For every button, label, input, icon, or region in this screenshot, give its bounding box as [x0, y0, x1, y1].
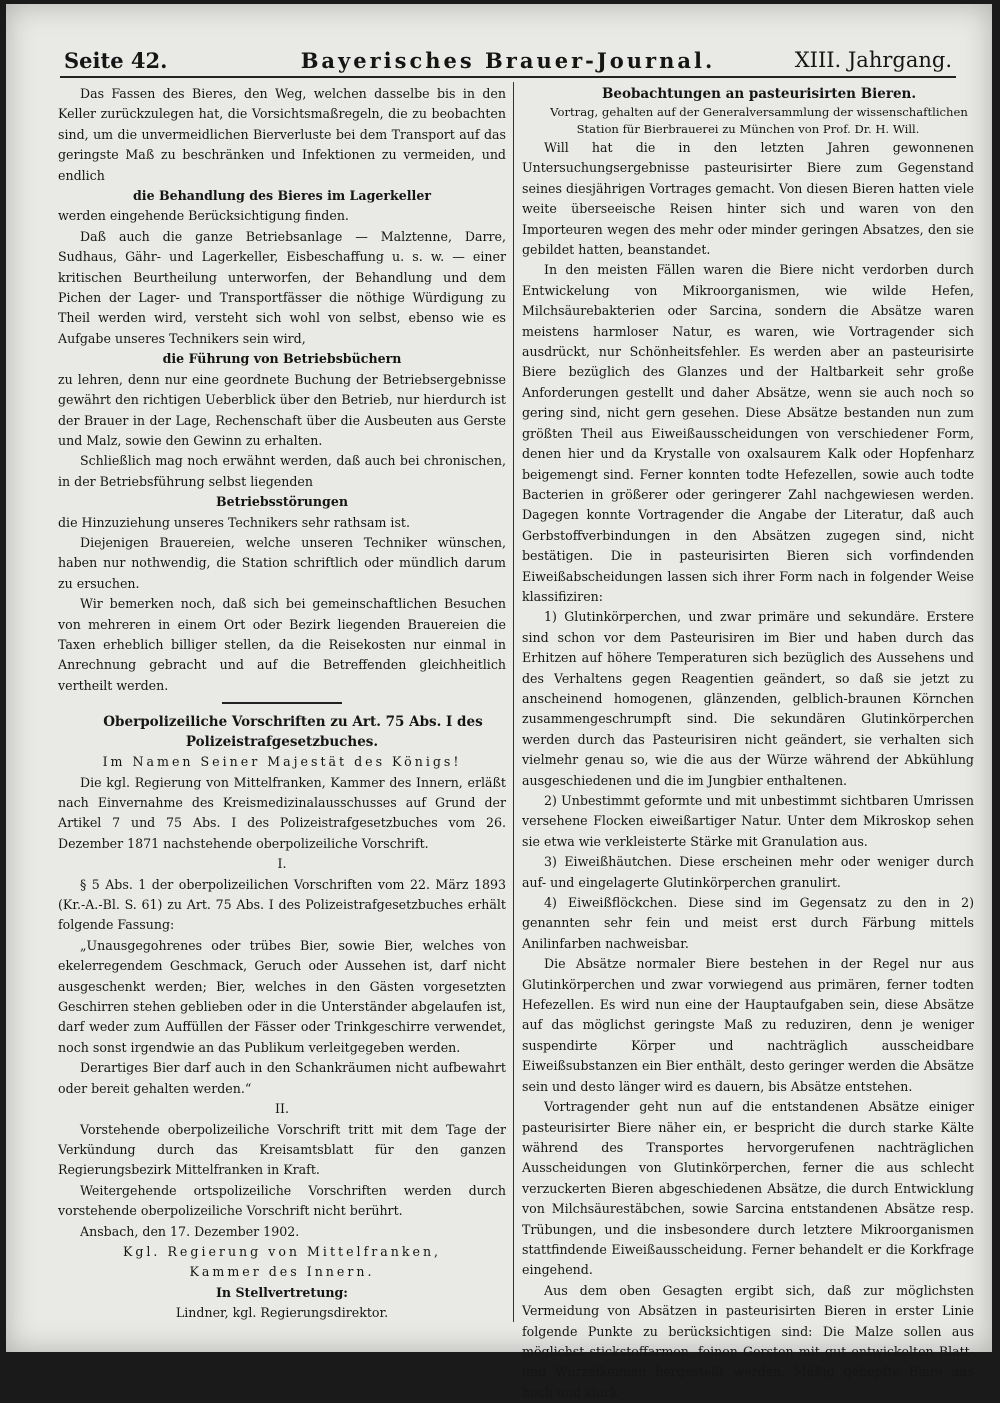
- right-column: [522, 84, 974, 1400]
- paragraph: werden eingehende Berücksichtigung finden.: [58, 208, 349, 224]
- section-numeral: I.: [277, 856, 287, 872]
- section-numeral: II.: [275, 1101, 289, 1117]
- article-heading-vorschriften: Oberpolizeiliche Vorschriften zu Art. 75 Abs. I des Polizeistrafgesetzbuches.: [103, 714, 483, 751]
- subheading-lagerkeller: die Behandlung des Bieres im Lagerkeller: [133, 188, 431, 204]
- paragraph: Diejenigen Brauereien, welche unseren Techniker wünschen, haben nur nothwendig, die Station schriftlich oder mündlich darum zu ersuchen.: [58, 534, 506, 591]
- left-column: [58, 84, 506, 1321]
- paragraph: 4) Eiweißflöckchen. Diese sind im Gegensatz zu den in 2) genannten sehr fein und meist erst durch Färbung mittels Anilinfarben nachweisbar.: [522, 895, 974, 951]
- column-divider: [513, 82, 514, 1322]
- paragraph: zu lehren, denn nur eine geordnete Buchung der Betriebsergebnisse gewährt den richtigen Ueberblick über den Betrieb, nur hierdurch ist der Brauer in der Lage, Rechenschaft über die Ausbeuten aus Gerste und Malz, sowie den Gewinn zu erhalten.: [58, 371, 506, 448]
- subheading-betriebsstoerungen: Betriebsstörungen: [215, 494, 349, 510]
- paragraph: 3) Eiweißhäutchen. Diese erscheinen mehr oder weniger durch auf- und eingelagerte Glutinkörperchen granulirt.: [522, 854, 974, 890]
- paragraph: Will hat die in den letzten Jahren gewonnenen Untersuchungsergebnisse pasteurisirter Biere zum Gegenstand seines diesjährigen Vortrages gemacht. Von diesen Bieren hatten viele weite überseeische Reisen hinter sich und waren von den Importeuren wegen des mehr oder minder geringen Absatzes, den sie gebildet hatten, beanstandet.: [522, 140, 974, 258]
- paragraph: 2) Unbestimmt geformte und mit unbestimmt sichtbaren Umrissen versehene Flocken eiweißartiger Natur. Unter dem Mikroskop sehen sie etwa wie verkleisterte Stärke mit Granulation aus.: [522, 793, 974, 849]
- signature-line: In Stellvertretung:: [216, 1284, 348, 1300]
- article-subtitle: Vortrag, gehalten auf der Generalversammlung der wissenschaftlichen Station für Bierbrauerei zu München von Prof. Dr. H. Will.: [550, 105, 968, 136]
- signature-line: Kammer des Innern.: [189, 1264, 375, 1280]
- paragraph: Vortragender geht nun auf die entstandenen Absätze einiger pasteurisirter Biere näher ein, er bespricht die durch starke Kälte während des Transportes hervorgerufenen nachträglichen Ausscheidungen von Glutinkörperchen, ferner die aus schlecht verzuckerten Bieren abgeschiedenen Absätze, die durch Entwicklung von Milchsäurestäbchen, sowie Sarcina entstandenen Absätze resp. Trübungen, und die insbesondere durch letztere Mikroorganismen stattfindende Eiweißausscheidung. Ferner behandelt er die Korkfrage eingehend.: [522, 1099, 974, 1278]
- paragraph: Wir bemerken noch, daß sich bei gemeinschaftlichen Besuchen von mehreren in einem Ort oder Bezirk liegenden Brauereien die Taxen erheblich billiger stellen, da die Reisekosten nur einmal in Anrechnung gebracht und auf die Betreffenden gleichheitlich vertheilt werden.: [58, 596, 506, 693]
- date-line: Ansbach, den 17. Dezember 1902.: [80, 1223, 300, 1239]
- paragraph: Derartiges Bier darf auch in den Schankräumen nicht aufbewahrt oder bereit gehalten werden.“: [58, 1060, 506, 1096]
- paragraph: 1) Glutinkörperchen, und zwar primäre und sekundäre. Erstere sind schon vor dem Pasteurisiren im Bier und haben durch das Erhitzen auf höhere Temperaturen sich bezüglich des Aussehens und des Verhaltens gegen Reagentien geändert, so daß sie jetzt zu anscheinend homogenen, glänzenden, gelblich-braunen Körnchen zusammengeschrumpft sind. Die sekundären Glutinkörperchen werden durch das Pasteurisiren nicht geändert, sie verhalten sich vielmehr genau so, wie die aus der Würze während der Abkühlung ausgeschiedenen und die im Jungbier enthaltenen.: [522, 609, 974, 788]
- paragraph: Weitergehende ortspolizeiliche Vorschriften werden durch vorstehende oberpolizeiliche Vorschrift nicht berührt.: [58, 1182, 506, 1219]
- paragraph: Schließlich mag noch erwähnt werden, daß auch bei chronischen, in der Betriebsführung selbst liegenden: [58, 453, 506, 489]
- paragraph: Vorstehende oberpolizeiliche Vorschrift tritt mit dem Tage der Verkündung durch das Kreisamtsblatt für den ganzen Regierungsbezirk Mittelfranken in Kraft.: [58, 1121, 506, 1178]
- paragraph: Daß auch die ganze Betriebsanlage — Malztenne, Darre, Sudhaus, Gähr- und Lagerkeller, Eisbeschaffung u. s. w. — einer kritischen Beurtheilung unterworfen, der Behandlung und dem Pichen der Lager- und Transportfässer die nöthige Würdigung zu Theil werden wird, versteht sich wohl von selbst, ebenso wie es Aufgabe unseres Technikers sein wird,: [58, 228, 506, 346]
- signature-line: Lindner, kgl. Regierungsdirektor.: [175, 1305, 389, 1321]
- paragraph: § 5 Abs. 1 der oberpolizeilichen Vorschriften vom 22. März 1893 (Kr.-A.-Bl. S. 61) zu Art. 75 Abs. I des Polizeistrafgesetzbuches erhält folgende Fassung:: [58, 876, 506, 933]
- subheading-betriebsbuecher: die Führung von Betriebsbüchern: [162, 351, 402, 367]
- section-separator: [222, 702, 342, 704]
- newspaper-page: [6, 4, 992, 1400]
- paragraph: Aus dem oben Gesagten ergibt sich, daß zur möglichsten Vermeidung von Absätzen in pasteurisirten Bieren in erster Linie folgende Punkte zu berücksichtigen sind: Die Malze sollen aus möglichst stickstoffarmen, feinen Gersten mit gut entwickelten Blatt- und Wurzelkeimen hergestellt werden. Mäßig gehopfte Biere aus hoch und stark: [522, 1282, 974, 1400]
- paragraph: Das Fassen des Bieres, den Weg, welchen dasselbe bis in den Keller zurückzulegen hat, die Vorsichtsmaßregeln, die zu beobachten sind, um die unvermeidlichen Bierverluste bei dem Transport auf das geringste Maß zu beschränken und Infektionen zu vermeiden, und endlich: [58, 86, 506, 183]
- paragraph: Die kgl. Regierung von Mittelfranken, Kammer des Innern, erläßt nach Einvernahme des Kreismedizinalausschusses auf Grund der Artikel 7 und 75 Abs. I des Polizeistrafgesetzbuches vom 26. Dezember 1871 nachstehende oberpolizeiliche Vorschrift.: [58, 774, 506, 851]
- page-number: Seite 42.: [64, 48, 168, 73]
- paragraph: „Unausgegohrenes oder trübes Bier, sowie Bier, welches von ekelerregendem Geschmack, Geruch oder Aussehen ist, darf nicht ausgeschenkt werden; Bier, welches in den Gästen vorgesetzten Geschirren stehen geblieben oder in die Unterständer abgelaufen ist, darf weder zum Auffüllen der Fässer oder Trinkgeschirre verwendet, noch sonst irgendwie an das Publikum verleitgegeben werden.: [58, 937, 506, 1055]
- volume-label: XIII. Jahrgang.: [794, 48, 952, 72]
- proclamation-line: Im Namen Seiner Majestät des Königs!: [102, 754, 462, 770]
- journal-title: Bayerisches Brauer-Journal.: [300, 48, 716, 73]
- paragraph: In den meisten Fällen waren die Biere nicht verdorben durch Entwickelung von Mikroorganismen, wie wilde Hefen, Milchsäurebakterien oder Sarcina, sondern die Absätze waren meistens harmloser Natur, es waren, wie Vortragender sich ausdrückt, nur Schönheitsfehler. Es werden aber an pasteurisirte Biere bezüglich des Glanzes und der Haltbarkeit sehr große Anforderungen gestellt und daher Absätze, wenn sie auch noch so gering sind, nicht gern gesehen. Diese Absätze bestanden nun zum größten Theil aus Eiweißausscheidungen von verschiedener Form, denen hier und da Krystalle von oxalsaurem Kalk oder Hopfenharz beigemengt sind. Ferner konnten todte Hefezellen, sowie auch todte Bacterien in größerer oder geringerer Zahl nachgewiesen werden. Dagegen konnte Vortragender die Angabe der Literatur, daß auch Gerbstoffverbindungen in den Absätzen zugegen sind, nicht bestätigen. Die in pasteurisirten Bieren sich vorfindenden Eiweißabscheidungen lassen sich ihrer Form nach in folgender Weise klassifiziren:: [522, 262, 974, 604]
- page-header: [64, 44, 952, 78]
- signature-line: Kgl. Regierung von Mittelfranken,: [122, 1243, 442, 1259]
- paragraph: Die Absätze normaler Biere bestehen in der Regel nur aus Glutinkörperchen und zwar vorwiegend aus primären, ferner todten Hefezellen. Es wird nun eine der Hauptaufgaben sein, diese Absätze auf das möglichst geringste Maß zu reduziren, denn je weniger suspendirte Körper und nachträglich ausscheidbare Eiweißsubstanzen ein Bier enthält, desto geringer werden die Absätze sein und desto länger wird es dauern, bis Absätze entstehen.: [522, 956, 974, 1094]
- header-rule: [60, 76, 956, 78]
- paragraph: die Hinzuziehung unseres Technikers sehr rathsam ist.: [58, 514, 410, 530]
- article-title: Beobachtungen an pasteurisirten Bieren.: [601, 86, 917, 102]
